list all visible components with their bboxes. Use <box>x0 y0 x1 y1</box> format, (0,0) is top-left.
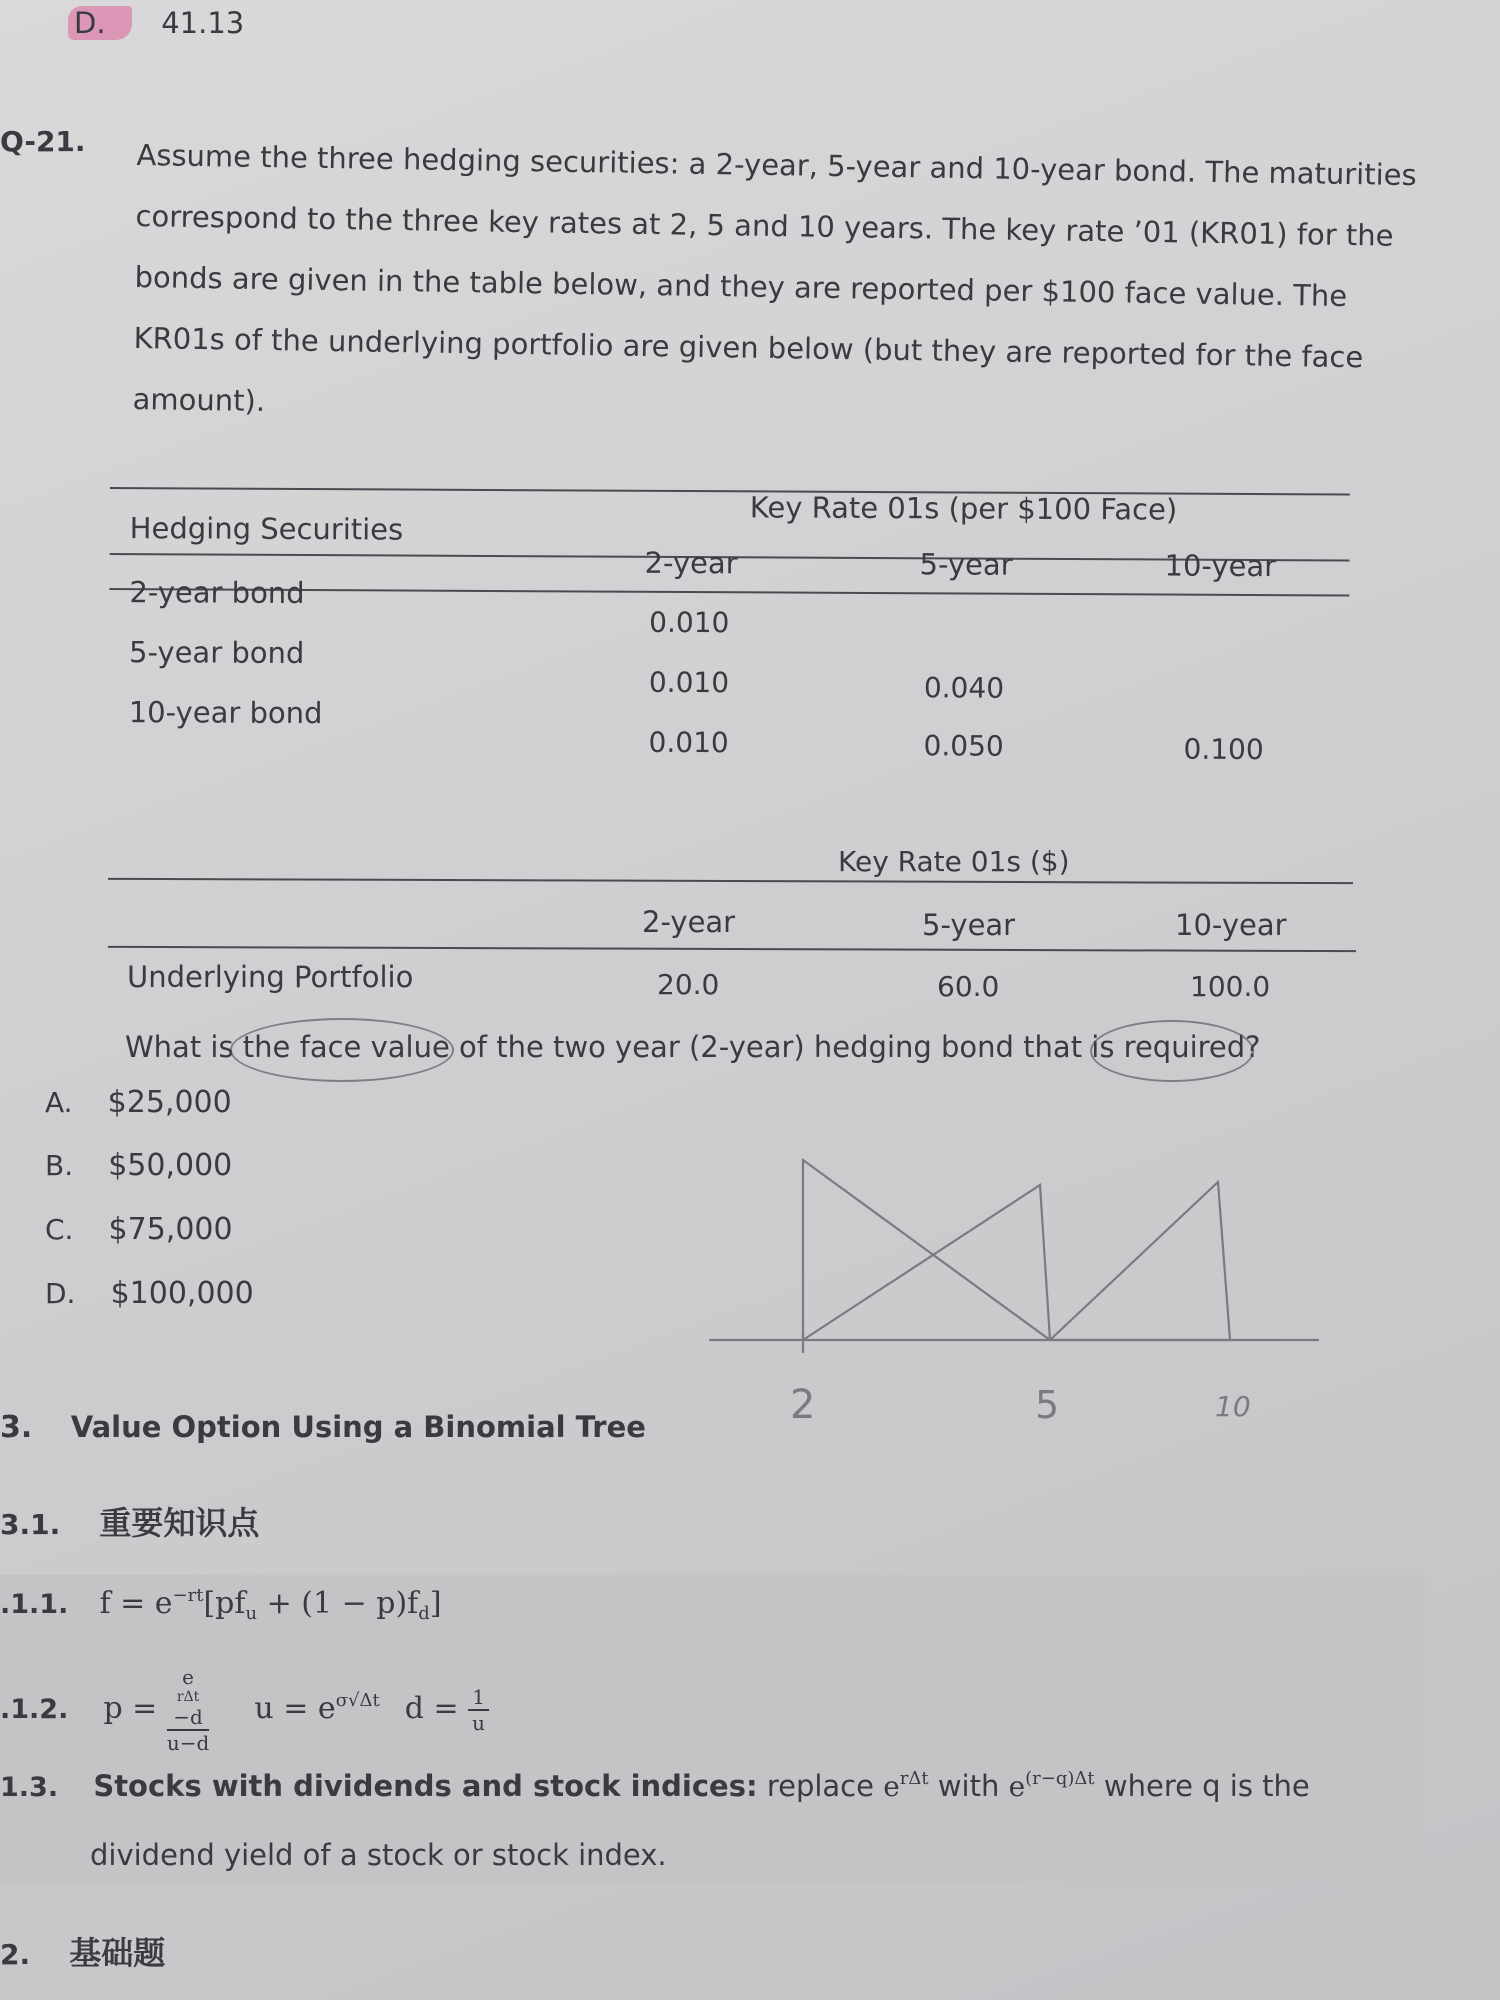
table1-row-label: 10-year bond <box>128 695 323 731</box>
option-text: $50,000 <box>108 1148 233 1183</box>
table2-cell: 100.0 <box>1190 970 1271 1003</box>
sketch-line <box>803 1160 1050 1340</box>
sketch-label: 2 <box>790 1382 816 1428</box>
table2-col-header: 2-year <box>642 905 736 939</box>
question-line: correspond to the three key rates at 2, 5 and 10 years. The key rate ’01 (KR01) for the <box>135 198 1394 253</box>
table1-row-label: 2-year bond <box>129 575 305 611</box>
table1-col-header: 10-year <box>1164 548 1277 584</box>
subsection-heading <box>0 1498 259 1544</box>
binomial-formula: $f = e^{-rt}[pf_u + (1 - p)f_d]$ <box>99 1585 442 1624</box>
table1-cell: 0.100 <box>1183 732 1264 767</box>
question-prompt: What is the face value of the two year (2-year) hedging bond that is required? <box>125 1030 1261 1064</box>
table1-col-header: 5-year <box>919 547 1013 582</box>
question-line: Assume the three hedging securities: a 2-year, 5-year and 10-year bond. The maturities <box>136 137 1417 193</box>
formula-item <box>0 1665 489 1755</box>
item-text-line2: dividend yield of a stock or stock index. <box>90 1838 667 1872</box>
table1-title: Key Rate 01s (per $100 Face) <box>749 490 1178 527</box>
table2-title: Key Rate 01s ($) <box>838 845 1070 878</box>
sketch-line <box>803 1185 1050 1340</box>
growth-factor: $e^{r\Delta t}$ <box>883 1768 929 1803</box>
formula-item <box>0 1768 1310 1803</box>
sketch-label: 10 <box>1215 1390 1251 1423</box>
item-text: replace <box>766 1769 874 1803</box>
table1-row-header: Hedging Securities <box>129 511 404 547</box>
up-factor-formula: $u = e^{\sigma√\Delta t}$ <box>254 1690 380 1726</box>
table2-col-header: 10-year <box>1175 908 1287 942</box>
down-factor-formula: d = $\frac{1}{u}$ <box>405 1691 489 1726</box>
table1-cell: 0.040 <box>923 671 1005 705</box>
item-number: .1.2. <box>0 1694 69 1725</box>
table1-cell: 0.010 <box>649 605 730 640</box>
prev-option-value: 41.13 <box>161 6 245 40</box>
option-text: $100,000 <box>110 1276 254 1311</box>
probability-formula: p = e rΔt −d u−d <box>103 1665 210 1755</box>
subsection-title: 基础题 <box>69 1934 166 1972</box>
table1-cell: 0.010 <box>648 725 729 760</box>
table2-row-label: Underlying Portfolio <box>127 960 414 994</box>
formula-item <box>0 1585 442 1624</box>
table1-col-header: 2-year <box>644 545 738 581</box>
table2-col-header: 5-year <box>922 908 1016 942</box>
item-bold-text: Stocks with dividends and stock indices: <box>93 1769 758 1803</box>
dividend-growth-factor: $e^{(r-q)\Delta t}$ <box>1008 1768 1095 1803</box>
table2-cell: 20.0 <box>657 968 720 1001</box>
option-text: $25,000 <box>107 1085 232 1120</box>
option-text: $75,000 <box>108 1212 233 1247</box>
item-text: with <box>937 1769 1000 1803</box>
table1-row-label: 5-year bond <box>128 635 305 671</box>
question-line: bonds are given in the table below, and they are reported per $100 face value. The <box>134 259 1348 314</box>
option-letter: A. <box>45 1086 73 1119</box>
option-letter: C. <box>45 1213 74 1246</box>
table1-cell: 0.010 <box>648 665 730 700</box>
question-number: Q-21. <box>0 125 86 158</box>
item-number: .1.1. <box>0 1589 69 1620</box>
option-letter: D. <box>45 1277 76 1310</box>
section-title: Value Option Using a Binomial Tree <box>70 1410 646 1444</box>
subsection-number: 2. <box>0 1938 31 1971</box>
prev-option-letter: D. <box>68 6 132 40</box>
question-line: KR01s of the underlying portfolio are given below (but they are reported for the face <box>133 320 1364 375</box>
question-line: amount). <box>132 381 266 419</box>
option-letter: B. <box>45 1149 74 1182</box>
subsection-title: 重要知识点 <box>99 1504 260 1542</box>
sketch-line <box>1050 1182 1230 1340</box>
item-text: where q is the <box>1103 1769 1310 1803</box>
subsection-number: 3.1. <box>0 1508 61 1541</box>
section-number: 3. <box>0 1410 33 1445</box>
subsection-heading <box>0 1928 165 1974</box>
section-heading <box>0 1410 646 1445</box>
item-number: 1.3. <box>0 1772 59 1803</box>
table2-cell: 60.0 <box>937 970 1000 1003</box>
sketch-label: 5 <box>1035 1383 1060 1427</box>
table1-cell: 0.050 <box>923 729 1004 763</box>
